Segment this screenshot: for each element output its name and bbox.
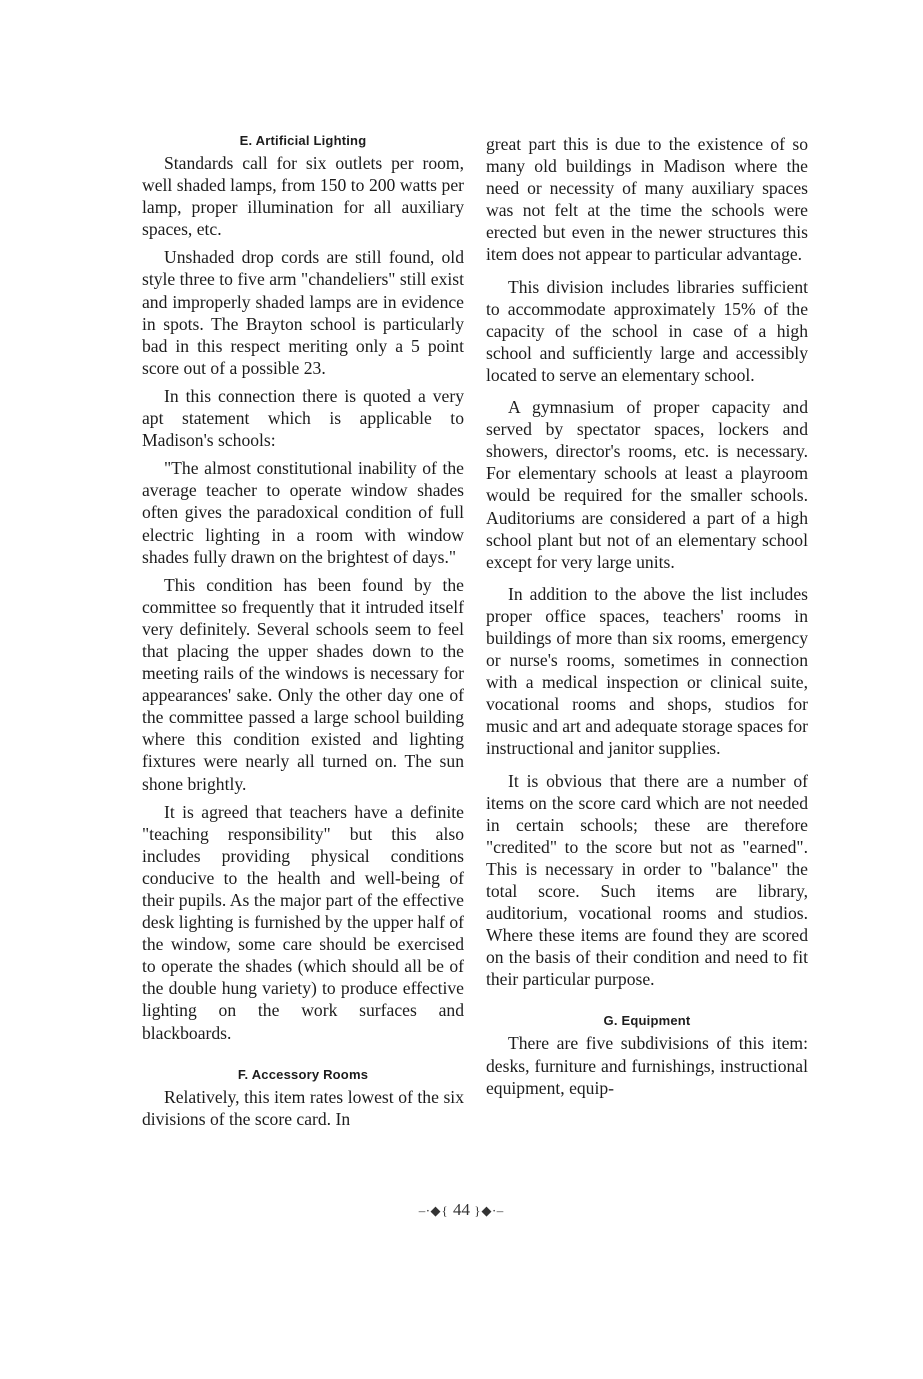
paragraph: This division includes libraries sufficient to accommodate approximately 15% of the capacity of the school in case of a high school and sufficiently large and accessibly located to serve an elementary school. bbox=[486, 276, 808, 385]
page-number: 44 bbox=[453, 1200, 470, 1219]
paragraph: There are five subdivisions of this item: desks, furniture and furnishings, instructional equipment, equip- bbox=[486, 1033, 808, 1098]
section-heading-artificial-lighting: E. Artificial Lighting bbox=[239, 133, 367, 148]
ornament-left-icon: –∙◆{ bbox=[418, 1203, 449, 1218]
paragraph: It is agreed that teachers have a definite "teaching responsibility" but this also includes providing physical conditions conducive to the health and well-being of their pupils. As the major part of the effective desk lighting is furnished by the upper half of the window, some care should be exercised to operate the shades (which should all be of the double hung variety) to produce effective lighting on the work surfaces and blackboards. bbox=[142, 801, 464, 1043]
paragraph: Relatively, this item rates lowest of the six divisions of the score card. In bbox=[142, 1086, 464, 1129]
section-heading-accessory-rooms: F. Accessory Rooms bbox=[237, 1066, 369, 1082]
left-column bbox=[142, 130, 464, 1130]
paragraph: This condition has been found by the committee so frequently that it intruded itself very definitely. Several schools seem to feel that placing the upper shades down to the meeting rails of the windows is necessary for appearances' sake. Only the other day one of the committee passed a large school building where this condition existed and lighting fixtures were nearly all turned on. The sun shone brightly. bbox=[142, 574, 464, 794]
right-column bbox=[486, 133, 808, 1099]
ornament-right-icon: }◆∙– bbox=[474, 1203, 505, 1218]
paragraph: It is obvious that there are a number of items on the score card which are not needed in certain schools; these are therefore "credited" to the score but not as "earned". This is necessary in order to "balance" the total score. Such items are library, auditorium, vocational rooms and studios. Where these items are found they are scored on the basis of their condition and need to fit their particular purpose. bbox=[486, 770, 808, 990]
paragraph: In addition to the above the list includes proper office spaces, teachers' rooms in buildings of more than six rooms, emergency or nurse's rooms, sometimes in connection with a medical inspection or clinical suite, vocational rooms and shops, studios for music and art and adequate storage spaces for instructional and janitor supplies. bbox=[486, 583, 808, 759]
paragraph: In this connection there is quoted a very apt statement which is applicable to Madison's schools: bbox=[142, 385, 464, 451]
paragraph: Unshaded drop cords are still found, old style three to five arm "chandeliers" still exist and improperly shaded lamps are in evidence in spots. The Brayton school is particularly bad in this respect meriting only a 5 point score out of a possible 23. bbox=[142, 247, 464, 378]
paragraph: Standards call for six outlets per room, well shaded lamps, from 150 to 200 watts per lamp, proper illumination for all auxiliary spaces, etc. bbox=[142, 153, 464, 240]
paragraph: A gymnasium of proper capacity and served by spectator spaces, lockers and showers, director's rooms, etc. is necessary. For elementary schools at least a playroom would be required for the smaller schools. Auditoriums are considered a part of a high school plant but not of an elementary school except for very large units. bbox=[486, 397, 808, 572]
page-footer bbox=[0, 1200, 923, 1220]
block-quote: "The almost constitutional inability of the average teacher to operate window shades often gives the paradoxical condition of full electric lighting in a room with window shades fully drawn on the brightest of days." bbox=[142, 458, 464, 567]
section-heading-equipment: G. Equipment bbox=[603, 1013, 691, 1029]
paragraph: great part this is due to the existence of so many old buildings in Madison where the need or necessity of many auxiliary spaces was not felt at the time the schools were erected but even in the newer structures this item does not appear to particular advantage. bbox=[486, 134, 808, 265]
